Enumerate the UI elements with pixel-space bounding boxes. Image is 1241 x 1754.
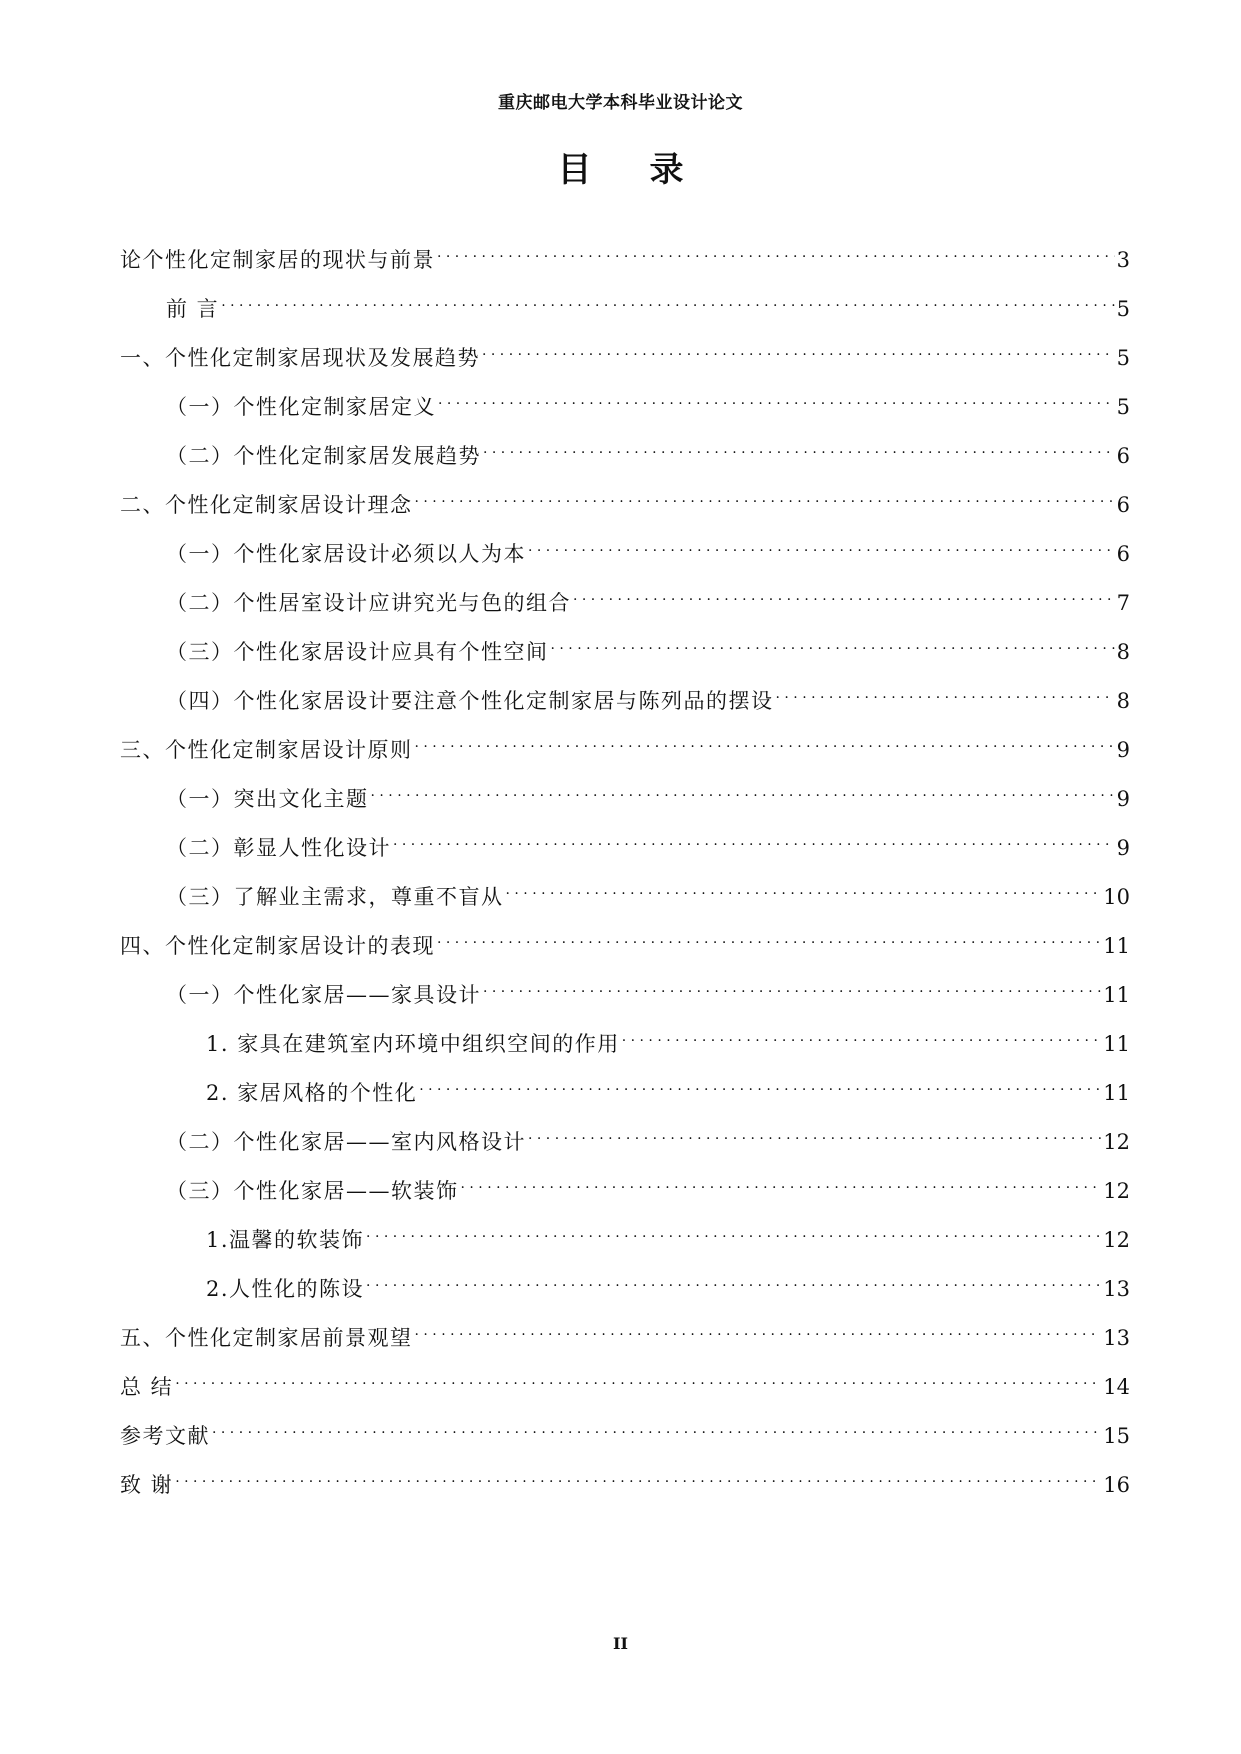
toc-entry[interactable] [120, 244, 1130, 293]
toc-entry[interactable] [120, 1420, 1130, 1469]
toc-leader-dots [366, 1275, 1101, 1296]
toc-entry-page: 5 [1116, 346, 1130, 370]
toc-leader-dots [483, 981, 1101, 1002]
toc-entry[interactable] [120, 587, 1130, 636]
toc-entry[interactable] [120, 881, 1130, 930]
toc-entry-title: 五、个性化定制家居前景观望 [120, 1326, 413, 1350]
toc-leader-dots [415, 736, 1115, 757]
toc-entry-page: 6 [1116, 444, 1130, 468]
toc-leader-dots [437, 246, 1115, 267]
toc-entry[interactable] [120, 1322, 1130, 1371]
toc-leader-dots [573, 589, 1115, 610]
toc-title-char-2: 录 [649, 150, 684, 190]
toc-entry[interactable] [120, 636, 1130, 685]
toc-entry-title: （一）突出文化主题 [166, 787, 369, 811]
toc-entry-page: 16 [1103, 1473, 1130, 1497]
toc-entry-page: 12 [1103, 1130, 1130, 1154]
toc-leader-dots [415, 491, 1115, 512]
toc-leader-dots [482, 344, 1115, 365]
toc-entry-title: （二）个性居室设计应讲究光与色的组合 [166, 591, 571, 615]
running-header-title: 重庆邮电大学本科毕业设计论文 [498, 93, 743, 113]
toc-entry-title: 2. 家居风格的个性化 [206, 1081, 418, 1105]
toc-entry[interactable] [120, 783, 1130, 832]
toc-entry-page: 5 [1116, 395, 1130, 419]
toc-entry[interactable] [120, 489, 1130, 538]
toc-entry-title: （三）个性化家居设计应具有个性空间 [166, 640, 549, 664]
toc-entry-title: （二）个性化定制家居发展趋势 [166, 444, 481, 468]
toc-entry-page: 13 [1103, 1326, 1130, 1350]
toc-leader-dots [419, 1079, 1101, 1100]
toc-entry-title: 三、个性化定制家居设计原则 [120, 738, 413, 762]
toc-entry-page: 11 [1103, 1032, 1130, 1056]
toc-entry-page: 10 [1103, 885, 1130, 909]
toc-entry-page: 6 [1116, 493, 1130, 517]
toc-title [0, 142, 1241, 191]
toc-entry-title: 前 言 [166, 297, 220, 321]
toc-entry-page: 12 [1103, 1228, 1130, 1252]
toc-entry[interactable] [120, 1224, 1130, 1273]
toc-leader-dots [366, 1226, 1101, 1247]
toc-leader-dots [528, 540, 1115, 561]
toc-entry-page: 5 [1116, 297, 1130, 321]
toc-entry[interactable] [120, 342, 1130, 391]
toc-entry-title: （一）个性化家居——家具设计 [166, 983, 481, 1007]
toc-leader-dots [506, 883, 1102, 904]
toc-leader-dots [551, 638, 1115, 659]
toc-entry-page: 12 [1103, 1179, 1130, 1203]
toc-entry-page: 15 [1103, 1424, 1130, 1448]
toc-entry-title: （二）个性化家居——室内风格设计 [166, 1130, 526, 1154]
toc-entry-page: 8 [1116, 689, 1130, 713]
toc-entry-page: 8 [1116, 640, 1130, 664]
toc-entry[interactable] [120, 391, 1130, 440]
toc-leader-dots [438, 393, 1115, 414]
toc-entry[interactable] [120, 440, 1130, 489]
toc-entry-page: 3 [1116, 248, 1130, 272]
toc-leader-dots [622, 1030, 1102, 1051]
toc-entry-title: 一、个性化定制家居现状及发展趋势 [120, 346, 480, 370]
toc-leader-dots [393, 834, 1115, 855]
toc-entry[interactable] [120, 1273, 1130, 1322]
toc-entry-title: （三）了解业主需求，尊重不盲从 [166, 885, 504, 909]
toc-entry-page: 7 [1116, 591, 1130, 615]
toc-entry-page: 11 [1103, 1081, 1130, 1105]
toc-leader-dots [483, 442, 1115, 463]
toc-leader-dots [175, 1373, 1101, 1394]
toc-entry-title: 1.温馨的软装饰 [206, 1228, 365, 1252]
toc-entry-title: 论个性化定制家居的现状与前景 [120, 248, 435, 272]
toc-entry-title: （三）个性化家居——软装饰 [166, 1179, 459, 1203]
toc-entry-title: 致 谢 [120, 1473, 174, 1497]
toc-leader-dots [415, 1324, 1102, 1345]
toc-entry-title: 二、个性化定制家居设计理念 [120, 493, 413, 517]
toc-entry[interactable] [120, 293, 1130, 342]
toc-entry[interactable] [120, 1469, 1130, 1518]
toc-entry[interactable] [120, 538, 1130, 587]
toc-entry[interactable] [120, 1077, 1130, 1126]
toc-entry[interactable] [120, 1028, 1130, 1077]
toc-entry-page: 11 [1103, 983, 1130, 1007]
toc-entry-title: 1. 家具在建筑室内环境中组织空间的作用 [206, 1032, 620, 1056]
toc-title-char-1: 目 [557, 150, 592, 190]
table-of-contents [120, 244, 1130, 1518]
toc-entry[interactable] [120, 930, 1130, 979]
toc-entry-title: 总 结 [120, 1375, 174, 1399]
toc-leader-dots [212, 1422, 1101, 1443]
toc-entry[interactable] [120, 979, 1130, 1028]
toc-leader-dots [221, 295, 1114, 316]
toc-entry[interactable] [120, 1371, 1130, 1420]
toc-entry-page: 14 [1103, 1375, 1130, 1399]
toc-entry[interactable] [120, 685, 1130, 734]
toc-entry-title: 四、个性化定制家居设计的表现 [120, 934, 435, 958]
toc-entry[interactable] [120, 832, 1130, 881]
toc-leader-dots [371, 785, 1115, 806]
page-number: II [613, 1634, 628, 1653]
toc-entry-page: 9 [1116, 738, 1130, 762]
toc-entry-page: 9 [1116, 836, 1130, 860]
toc-leader-dots [528, 1128, 1101, 1149]
toc-entry-title: 2.人性化的陈设 [206, 1277, 365, 1301]
toc-entry-page: 13 [1103, 1277, 1130, 1301]
toc-entry-page: 9 [1116, 787, 1130, 811]
toc-entry-page: 11 [1103, 934, 1130, 958]
toc-entry-title: （二）彰显人性化设计 [166, 836, 391, 860]
toc-entry-title: （一）个性化定制家居定义 [166, 395, 436, 419]
toc-leader-dots [175, 1471, 1101, 1492]
toc-entry-page: 6 [1116, 542, 1130, 566]
toc-leader-dots [437, 932, 1101, 953]
toc-leader-dots [776, 687, 1115, 708]
toc-entry[interactable] [120, 1126, 1130, 1175]
toc-leader-dots [461, 1177, 1102, 1198]
toc-entry-title: （四）个性化家居设计要注意个性化定制家居与陈列品的摆设 [166, 689, 774, 713]
toc-entry[interactable] [120, 734, 1130, 783]
toc-entry-title: （一）个性化家居设计必须以人为本 [166, 542, 526, 566]
toc-entry-title: 参考文献 [120, 1424, 210, 1448]
toc-entry[interactable] [120, 1175, 1130, 1224]
